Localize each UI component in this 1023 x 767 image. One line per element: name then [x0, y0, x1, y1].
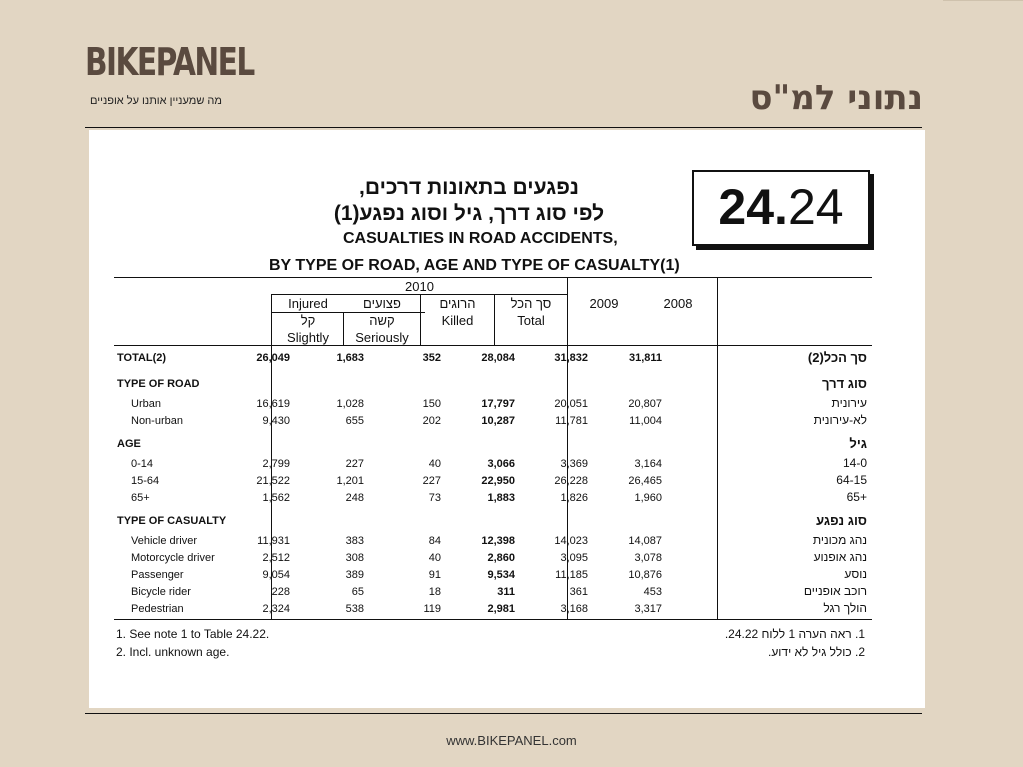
- row-label-he: לא-עירונית: [813, 413, 867, 427]
- table-cell: 1,201: [336, 475, 364, 487]
- table-cell: 84: [428, 535, 441, 547]
- table-cell: 352: [422, 352, 441, 364]
- header-seriously-he: קשה: [369, 313, 395, 328]
- row-label-en: Vehicle driver: [131, 535, 198, 547]
- table-cell: 2,324: [262, 603, 290, 615]
- table-cell: 16,619: [256, 398, 290, 410]
- table-cell: 3,164: [634, 458, 662, 470]
- note-en-1: 1. See note 1 to Table 24.22.: [116, 627, 270, 641]
- table-col-rule-6: [717, 277, 718, 619]
- table-cell: 538: [345, 603, 364, 615]
- table-cell: 9,534: [487, 569, 515, 581]
- table-cell: 311: [497, 586, 515, 598]
- table-cell: 389: [345, 569, 364, 581]
- top-corner-line: [943, 0, 1023, 1]
- row-label-he: נהג אופנוע: [813, 550, 867, 564]
- header-2010: 2010: [405, 279, 434, 294]
- header-slightly-he: קל: [300, 313, 316, 328]
- table-cell: 40: [428, 552, 441, 564]
- table-cell: 2,512: [262, 552, 290, 564]
- table-cell: 361: [569, 586, 588, 598]
- table-cell: 227: [345, 458, 364, 470]
- table-cell: 1,960: [634, 492, 662, 504]
- section-label-he: סוג נפגע: [816, 513, 867, 528]
- header-slightly-en: Slightly: [287, 330, 329, 345]
- table-cell: 453: [643, 586, 662, 598]
- section-label-en: TYPE OF CASUALTY: [117, 515, 227, 527]
- tagline: מה שמעניין אותנו על אופניים: [90, 95, 222, 107]
- row-label-en: Passenger: [131, 569, 184, 581]
- table-cell: 1,562: [262, 492, 290, 504]
- note-en-2: 2. Incl. unknown age.: [116, 645, 230, 659]
- row-label-en: TOTAL(2): [117, 352, 167, 364]
- table-cell: 20,807: [628, 398, 662, 410]
- header-seriously-en: Seriously: [355, 330, 409, 345]
- table-cell: 12,398: [481, 535, 515, 547]
- table-cell: 9,054: [262, 569, 290, 581]
- header-total-he: סך הכל: [510, 296, 552, 311]
- table-cell: 14,023: [554, 535, 588, 547]
- note-he-2: 2. כולל גיל לא ידוע.: [767, 645, 865, 659]
- top-divider: [85, 127, 922, 128]
- table-cell: 3,078: [634, 552, 662, 564]
- table-cell: 11,781: [555, 415, 588, 427]
- table-cell: 1,883: [487, 492, 515, 504]
- section-label-he: סוג דרך: [822, 376, 867, 391]
- table-cell: 2,981: [487, 603, 515, 615]
- row-label-en: 15-64: [131, 475, 160, 487]
- table-cell: 248: [345, 492, 364, 504]
- table-cell: 3,066: [487, 458, 515, 470]
- header-injured-en: Injured: [288, 296, 328, 311]
- table-col-rule-5: [567, 277, 568, 619]
- header-total-en: Total: [517, 313, 545, 328]
- table-cell: 3,369: [560, 458, 588, 470]
- table-cell: 119: [423, 603, 441, 615]
- table-cell: 28,084: [481, 352, 515, 364]
- table-cell: 655: [345, 415, 364, 427]
- table-cell: 31,811: [628, 352, 662, 364]
- table-cell: 11,931: [257, 535, 290, 547]
- table-cell: 73: [428, 492, 441, 504]
- table-cell: 18: [428, 586, 441, 598]
- table-cell: 1,028: [336, 398, 364, 410]
- logo: BIKEPANEL: [85, 40, 254, 84]
- table-cell: 1,826: [560, 492, 588, 504]
- table-cell: 150: [422, 398, 441, 410]
- footer-url: www.BIKEPANEL.com: [446, 733, 577, 748]
- table-cell: 14,087: [628, 535, 662, 547]
- table-cell: 11,185: [555, 569, 588, 581]
- table-title-he-1: נפגעים בתאונות דרכים,: [359, 176, 579, 199]
- note-he-1: 1. ראה הערה 1 ללוח 24.22.: [724, 627, 865, 641]
- table-cell: 227: [422, 475, 441, 487]
- table-cell: 9,430: [262, 415, 290, 427]
- header-2008: 2008: [663, 296, 693, 311]
- table-cell: 20,051: [554, 398, 588, 410]
- table-cell: 26,228: [554, 475, 588, 487]
- table-number-rest: 24: [787, 179, 844, 235]
- row-label-he: רוכב אופניים: [803, 584, 867, 598]
- row-label-en: Non-urban: [131, 415, 183, 427]
- table-cell: 17,797: [481, 398, 515, 410]
- bottom-divider: [85, 713, 922, 714]
- row-label-en: 65+: [131, 492, 150, 504]
- row-label-en: Bicycle rider: [131, 586, 191, 598]
- row-label-he: 64-15: [836, 473, 867, 487]
- header-injured-he: פצועים: [363, 296, 401, 311]
- table-rule-top: [114, 277, 872, 278]
- row-label-en: 0-14: [131, 458, 154, 470]
- table-number-box: [692, 170, 870, 246]
- table-cell: 22,950: [481, 475, 515, 487]
- table-cell: 91: [428, 569, 441, 581]
- row-label-he: +65: [846, 490, 867, 504]
- table-cell: 11,004: [629, 415, 662, 427]
- table-cell: 21,522: [256, 475, 290, 487]
- table-cell: 383: [345, 535, 364, 547]
- table-cell: 3,095: [560, 552, 588, 564]
- table-cell: 202: [422, 415, 441, 427]
- row-label-en: Pedestrian: [131, 603, 184, 615]
- table-cell: 1,683: [336, 352, 364, 364]
- row-label-en: Urban: [131, 398, 161, 410]
- table-cell: 2,860: [487, 552, 515, 564]
- row-label-he: הולך רגל: [823, 601, 867, 615]
- section-label-en: TYPE OF ROAD: [117, 378, 200, 390]
- row-label-en: Motorcycle driver: [131, 552, 215, 564]
- slide-title: נתוני למ"ס: [749, 78, 923, 118]
- table-cell: 65: [351, 586, 364, 598]
- table-cell: 40: [428, 458, 441, 470]
- table-cell: 228: [271, 586, 290, 598]
- table-title-he-2: לפי סוג דרך, גיל וסוג נפגע(1): [333, 202, 605, 225]
- row-label-he: עירונית: [831, 396, 867, 410]
- table-cell: 26,049: [256, 352, 290, 364]
- section-label-en: AGE: [117, 438, 141, 450]
- table-cell: 308: [345, 552, 364, 564]
- header-killed-he: הרוגים: [439, 296, 476, 311]
- table-cell: 3,317: [634, 603, 662, 615]
- table-cell: 31,832: [554, 352, 588, 364]
- table-image-panel: [89, 130, 925, 708]
- table-title-en-1: CASUALTIES IN ROAD ACCIDENTS,: [343, 230, 618, 247]
- row-label-he: נהג מכונית: [812, 533, 867, 547]
- header-2009: 2009: [589, 296, 619, 311]
- table-cell: 10,876: [628, 569, 662, 581]
- row-label-he: סך הכל(2): [807, 350, 867, 365]
- row-label-he: 14-0: [842, 456, 867, 470]
- table-rule-bottom: [114, 619, 872, 620]
- section-label-he: גיל: [849, 436, 867, 451]
- table-cell: 2,799: [262, 458, 290, 470]
- table-rule-header-bottom: [114, 345, 872, 346]
- table-cell: 10,287: [481, 415, 515, 427]
- row-label-he: נוסע: [844, 567, 867, 581]
- header-killed-en: Killed: [441, 313, 474, 328]
- table-cell: 3,168: [560, 603, 588, 615]
- table-number-bold: 24.: [718, 179, 788, 235]
- table-title-en-2: BY TYPE OF ROAD, AGE AND TYPE OF CASUALTY(1): [269, 257, 680, 274]
- table-cell: 26,465: [628, 475, 662, 487]
